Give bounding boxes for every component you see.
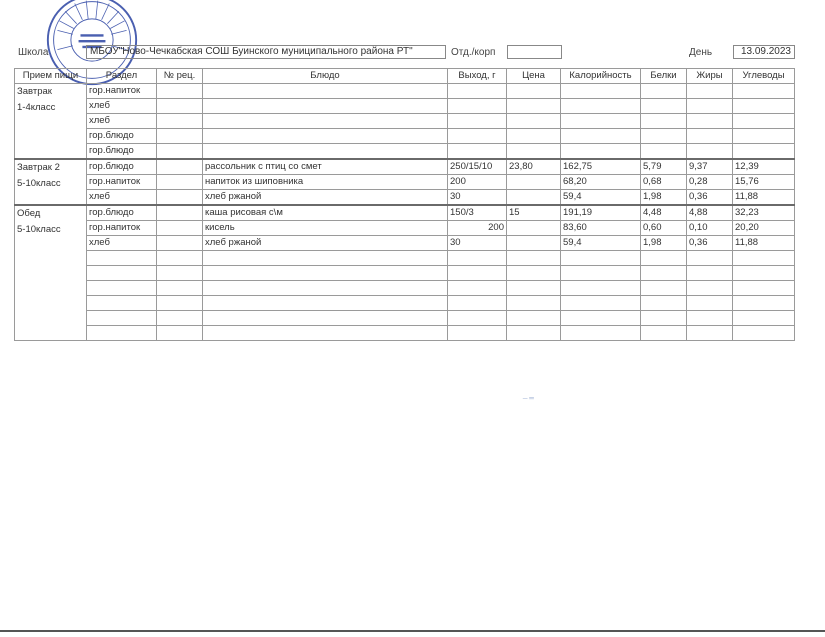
recipe-cell [157, 144, 203, 160]
table-row [15, 144, 795, 160]
calories-cell [561, 296, 641, 311]
recipe-cell [157, 266, 203, 281]
recipe-cell [157, 190, 203, 206]
dish-cell [203, 114, 448, 129]
fat-cell [687, 311, 733, 326]
carbs-cell [733, 266, 795, 281]
price-cell [507, 221, 561, 236]
recipe-cell [157, 251, 203, 266]
protein-cell: 0,68 [641, 175, 687, 190]
yield-cell [448, 296, 507, 311]
fat-cell: 0,10 [687, 221, 733, 236]
protein-cell: 0,60 [641, 221, 687, 236]
section-cell: гор.блюдо [87, 205, 157, 221]
protein-cell [641, 99, 687, 114]
price-cell [507, 266, 561, 281]
yield-cell [448, 84, 507, 99]
carbs-cell [733, 144, 795, 160]
table-row [15, 129, 795, 144]
recipe-cell [157, 326, 203, 341]
school-name-field: МБОУ"Ново-Чечкабская СОШ Буинского муниципального района РТ" [86, 45, 446, 59]
fat-cell: 0,36 [687, 236, 733, 251]
calories-cell: 83,60 [561, 221, 641, 236]
dish-cell: каша рисовая с\м [203, 205, 448, 221]
carbs-cell [733, 251, 795, 266]
protein-cell [641, 326, 687, 341]
dish-cell [203, 266, 448, 281]
section-cell [87, 251, 157, 266]
fat-cell [687, 266, 733, 281]
protein-cell: 5,79 [641, 159, 687, 175]
calories-cell [561, 326, 641, 341]
dish-cell: напиток из шиповника [203, 175, 448, 190]
fat-cell [687, 144, 733, 160]
dish-cell [203, 281, 448, 296]
carbs-cell: 11,88 [733, 236, 795, 251]
recipe-cell [157, 114, 203, 129]
col-header-section: Раздел [87, 69, 157, 84]
yield-cell [448, 99, 507, 114]
section-cell: хлеб [87, 114, 157, 129]
yield-cell: 200 [448, 221, 507, 236]
carbs-cell [733, 311, 795, 326]
meal-name-line: 1-4класс [17, 102, 56, 113]
section-cell: хлеб [87, 190, 157, 206]
section-cell: гор.блюдо [87, 159, 157, 175]
carbs-cell: 20,20 [733, 221, 795, 236]
table-row [15, 281, 795, 296]
table-row [15, 311, 795, 326]
calories-cell: 59,4 [561, 190, 641, 206]
protein-cell [641, 266, 687, 281]
calories-cell [561, 129, 641, 144]
yield-cell [448, 251, 507, 266]
recipe-cell [157, 129, 203, 144]
fat-cell: 4,88 [687, 205, 733, 221]
col-header-recipe: № рец. [157, 69, 203, 84]
calories-cell [561, 266, 641, 281]
dish-cell: рассольник с птиц со смет [203, 159, 448, 175]
dish-cell [203, 251, 448, 266]
price-cell [507, 129, 561, 144]
section-cell: гор.блюдо [87, 129, 157, 144]
section-cell: хлеб [87, 236, 157, 251]
col-header-price: Цена [507, 69, 561, 84]
calories-cell [561, 114, 641, 129]
table-row [15, 236, 795, 251]
carbs-cell [733, 281, 795, 296]
protein-cell [641, 129, 687, 144]
department-label: Отд./корп [451, 47, 496, 58]
yield-cell [448, 281, 507, 296]
meal-name-line: 5-10класс [17, 224, 61, 235]
recipe-cell [157, 205, 203, 221]
yield-cell [448, 326, 507, 341]
price-cell [507, 114, 561, 129]
price-cell [507, 251, 561, 266]
yield-cell: 250/15/10 [448, 159, 507, 175]
calories-cell [561, 311, 641, 326]
calories-cell: 191,19 [561, 205, 641, 221]
dish-cell [203, 311, 448, 326]
page-bottom-rule [0, 630, 825, 632]
calories-cell [561, 251, 641, 266]
fat-cell [687, 251, 733, 266]
protein-cell [641, 311, 687, 326]
yield-cell: 150/3 [448, 205, 507, 221]
price-cell: 15 [507, 205, 561, 221]
recipe-cell [157, 281, 203, 296]
recipe-cell [157, 159, 203, 175]
table-row [15, 99, 795, 114]
table-row [15, 84, 795, 99]
fat-cell: 9,37 [687, 159, 733, 175]
section-cell: хлеб [87, 99, 157, 114]
dish-cell [203, 99, 448, 114]
price-cell [507, 296, 561, 311]
meal-name-line: 5-10класс [17, 178, 61, 189]
section-cell [87, 311, 157, 326]
fat-cell [687, 84, 733, 99]
protein-cell: 1,98 [641, 190, 687, 206]
meal-name-line: Завтрак 2 [17, 162, 60, 173]
dish-cell [203, 326, 448, 341]
recipe-cell [157, 84, 203, 99]
price-cell [507, 84, 561, 99]
recipe-cell [157, 221, 203, 236]
carbs-cell [733, 129, 795, 144]
section-cell: гор.блюдо [87, 144, 157, 160]
col-header-carbs: Углеводы [733, 69, 795, 84]
table-row [15, 326, 795, 341]
fat-cell: 0,36 [687, 190, 733, 206]
table-row [15, 266, 795, 281]
dish-cell: кисель [203, 221, 448, 236]
department-field [507, 45, 562, 59]
section-cell [87, 266, 157, 281]
recipe-cell [157, 311, 203, 326]
col-header-dish: Блюдо [203, 69, 448, 84]
calories-cell: 162,75 [561, 159, 641, 175]
price-cell [507, 99, 561, 114]
calories-cell [561, 281, 641, 296]
school-label: Школа [18, 47, 49, 58]
calories-cell: 68,20 [561, 175, 641, 190]
day-label: День [689, 47, 713, 58]
price-cell [507, 281, 561, 296]
calories-cell [561, 144, 641, 160]
recipe-cell [157, 99, 203, 114]
calories-cell [561, 99, 641, 114]
yield-cell: 30 [448, 190, 507, 206]
table-row [15, 159, 795, 175]
price-cell [507, 326, 561, 341]
price-cell [507, 175, 561, 190]
recipe-cell [157, 296, 203, 311]
carbs-cell [733, 326, 795, 341]
table-row [15, 296, 795, 311]
meal-cell [15, 205, 87, 341]
scan-mark: ⁻⁼ [522, 393, 535, 407]
price-cell [507, 236, 561, 251]
dish-cell [203, 84, 448, 99]
protein-cell [641, 281, 687, 296]
carbs-cell [733, 114, 795, 129]
col-header-meal: Прием пищи [15, 69, 87, 84]
price-cell [507, 144, 561, 160]
fat-cell [687, 114, 733, 129]
calories-cell [561, 84, 641, 99]
col-header-protein: Белки [641, 69, 687, 84]
carbs-cell: 11,88 [733, 190, 795, 206]
col-header-calories: Калорийность [561, 69, 641, 84]
yield-cell [448, 311, 507, 326]
dish-cell [203, 144, 448, 160]
fat-cell [687, 129, 733, 144]
price-cell [507, 311, 561, 326]
protein-cell [641, 144, 687, 160]
price-cell [507, 190, 561, 206]
section-cell [87, 296, 157, 311]
recipe-cell [157, 236, 203, 251]
yield-cell [448, 144, 507, 160]
carbs-cell: 12,39 [733, 159, 795, 175]
dish-cell: хлеб ржаной [203, 236, 448, 251]
section-cell [87, 326, 157, 341]
dish-cell [203, 296, 448, 311]
fat-cell [687, 326, 733, 341]
fat-cell [687, 99, 733, 114]
table-row [15, 114, 795, 129]
carbs-cell: 32,23 [733, 205, 795, 221]
calories-cell: 59,4 [561, 236, 641, 251]
date-field: 13.09.2023 [733, 45, 795, 59]
section-cell [87, 281, 157, 296]
yield-cell [448, 129, 507, 144]
yield-cell [448, 266, 507, 281]
dish-cell: хлеб ржаной [203, 190, 448, 206]
yield-cell: 30 [448, 236, 507, 251]
meal-cell [15, 84, 87, 160]
meal-name-line: Завтрак [17, 86, 52, 97]
table-row [15, 251, 795, 266]
carbs-cell: 15,76 [733, 175, 795, 190]
meal-cell [15, 159, 87, 205]
protein-cell [641, 84, 687, 99]
fat-cell [687, 281, 733, 296]
carbs-cell [733, 296, 795, 311]
protein-cell [641, 114, 687, 129]
carbs-cell [733, 99, 795, 114]
price-cell: 23,80 [507, 159, 561, 175]
col-header-yield: Выход, г [448, 69, 507, 84]
yield-cell: 200 [448, 175, 507, 190]
table-header-row [15, 69, 795, 84]
section-cell: гор.напиток [87, 175, 157, 190]
menu-table [14, 68, 795, 341]
table-row [15, 190, 795, 206]
protein-cell [641, 296, 687, 311]
col-header-fat: Жиры [687, 69, 733, 84]
protein-cell: 4,48 [641, 205, 687, 221]
dish-cell [203, 129, 448, 144]
protein-cell [641, 251, 687, 266]
carbs-cell [733, 84, 795, 99]
meal-name-line: Обед [17, 208, 41, 219]
table-row [15, 221, 795, 236]
yield-cell [448, 114, 507, 129]
table-row [15, 205, 795, 221]
table-row [15, 175, 795, 190]
protein-cell: 1,98 [641, 236, 687, 251]
section-cell: гор.напиток [87, 84, 157, 99]
section-cell: гор.напиток [87, 221, 157, 236]
recipe-cell [157, 175, 203, 190]
fat-cell [687, 296, 733, 311]
fat-cell: 0,28 [687, 175, 733, 190]
